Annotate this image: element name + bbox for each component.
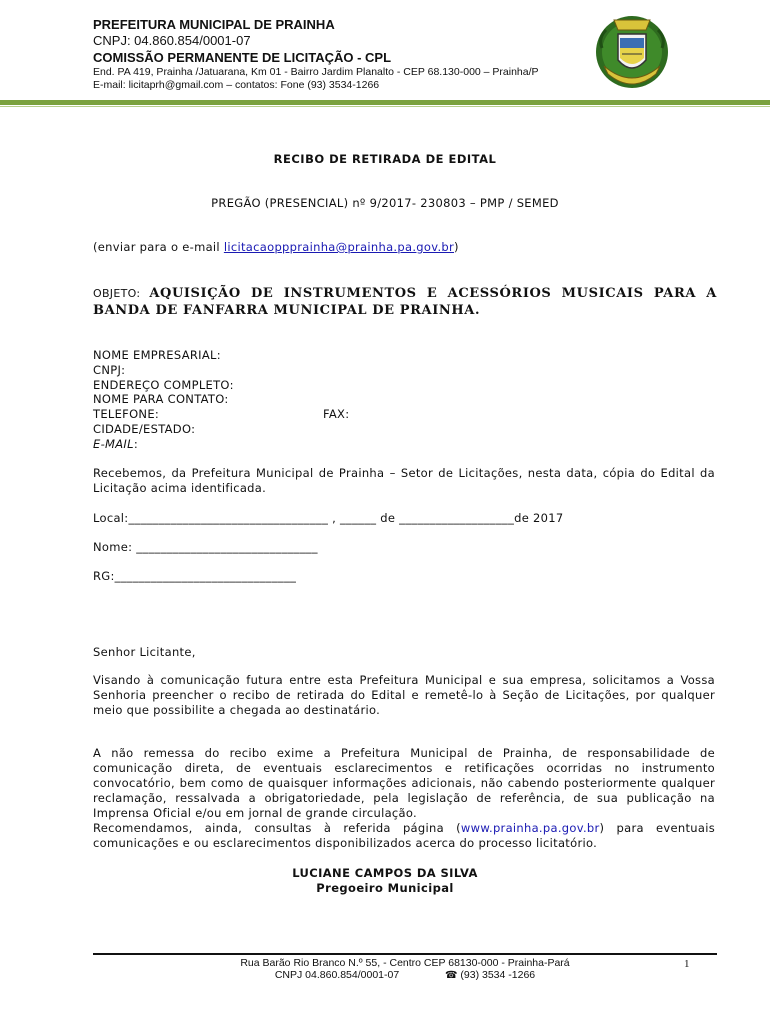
pregao-reference: PREGÃO (PRESENCIAL) nº 9/2017- 230803 – PMP / SEMED	[211, 196, 559, 210]
send-instruction	[93, 240, 459, 254]
para3-suffix: ) para eventuais comunicações e ou esclarecimentos disponibilizados acerca do processo licitatório.	[93, 821, 715, 850]
field-email-label: E-MAIL	[93, 436, 134, 451]
field-email-colon: :	[133, 436, 138, 451]
field-cnpj: CNPJ:	[93, 362, 126, 377]
footer-contact	[93, 969, 717, 982]
signatory-name: LUCIANE CAMPOS DA SILVA	[292, 866, 478, 880]
org-name: PREFEITURA MUNICIPAL DE PRAINHA	[93, 17, 335, 32]
org-cnpj: CNPJ: 04.860.854/0001-07	[93, 33, 251, 48]
org-address: End. PA 419, Prainha /Jatuarana, Km 01 - Bairro Jardim Planalto - CEP 68.130-000 – Prainha/P	[93, 66, 539, 78]
objeto-section	[93, 285, 717, 319]
send-email-link[interactable]: licitacaoppprainha@prainha.pa.gov.br	[223, 240, 455, 254]
field-email	[93, 437, 234, 452]
footer-phone: (93) 3534 -1266	[457, 969, 536, 981]
objeto-label: OBJETO:	[93, 287, 150, 300]
footer-divider	[93, 953, 717, 955]
coat-of-arms-icon	[592, 8, 672, 94]
commission-name: COMISSÃO PERMANENTE DE LICITAÇÃO - CPL	[93, 50, 392, 65]
send-prefix: (enviar para o e-mail	[93, 240, 224, 254]
field-endereco: ENDEREÇO COMPLETO:	[93, 377, 234, 392]
field-nome-contato: NOME PARA CONTATO:	[93, 392, 229, 407]
letter-paragraph-2: A não remessa do recibo exime a Prefeitura Municipal de Prainha, de responsabilidade de comunicação direta, de eventuais esclarecimentos e retificações ocorridas no instrumento convocatório, bem como de quaisquer informações adicionais, não cabendo posteriormente qualquer reclamação, ressalvada a obrigatoriedade, pela legislação de referência, de sua publicação na Imprensa Oficial e/ou em jornal de grande circulação.	[93, 746, 715, 820]
signature-block	[0, 866, 770, 896]
letterhead	[93, 16, 539, 92]
company-fields	[93, 348, 350, 452]
letter-paragraph-1: Visando à comunicação futura entre esta Prefeitura Municipal e sua empresa, solicitamos a Vossa Senhoria preencher o recibo de retirada do Edital e remetê-lo à Seção de Licitações, por qualquer meio que possibilite a chegada ao destinatário.	[93, 673, 715, 717]
greeting: Senhor Licitante,	[93, 645, 196, 659]
page-number: 1	[684, 958, 690, 970]
phone-icon: ☎	[445, 970, 458, 981]
send-suffix: )	[454, 240, 459, 254]
nome-line: Nome: ______________________________	[93, 540, 318, 554]
field-nome-empresarial: NOME EMPRESARIAL:	[93, 348, 221, 362]
field-cidade: CIDADE/ESTADO:	[93, 421, 196, 436]
footer-cnpj: CNPJ 04.860.854/0001-07	[274, 969, 400, 981]
header-divider-thin	[0, 106, 770, 107]
field-fax: FAX:	[323, 407, 350, 421]
field-telefone: TELEFONE:	[93, 407, 160, 422]
header-divider	[0, 100, 770, 105]
org-contact: E-mail: licitaprh@gmail.com – contatos: Fone (93) 3534-1266	[93, 79, 380, 91]
letter-paragraph-3	[93, 821, 715, 851]
local-date-line: Local:_________________________________ , ______ de ___________________de 2017	[93, 511, 564, 525]
document-title: RECIBO DE RETIRADA DE EDITAL	[273, 152, 497, 166]
rg-line: RG:______________________________	[93, 569, 297, 583]
receipt-statement: Recebemos, da Prefeitura Municipal de Prainha – Setor de Licitações, nesta data, cópia do Edital da Licitação acima identificada.	[93, 466, 715, 495]
objeto-text: AQUISIÇÃO DE INSTRUMENTOS E ACESSÓRIOS MUSICAIS PARA A BANDA DE FANFARRA MUNICIPAL DE PRAINHA.	[93, 286, 717, 318]
website-link[interactable]: www.prainha.pa.gov.br	[460, 821, 600, 835]
page-footer	[93, 957, 717, 982]
footer-address: Rua Barão Rio Branco N.º 55, - Centro CEP 68130-000 - Prainha-Pará	[240, 957, 570, 969]
signatory-role: Pregoeiro Municipal	[316, 881, 454, 895]
para3-prefix: Recomendamos, ainda, consultas à referida página (	[93, 821, 461, 835]
